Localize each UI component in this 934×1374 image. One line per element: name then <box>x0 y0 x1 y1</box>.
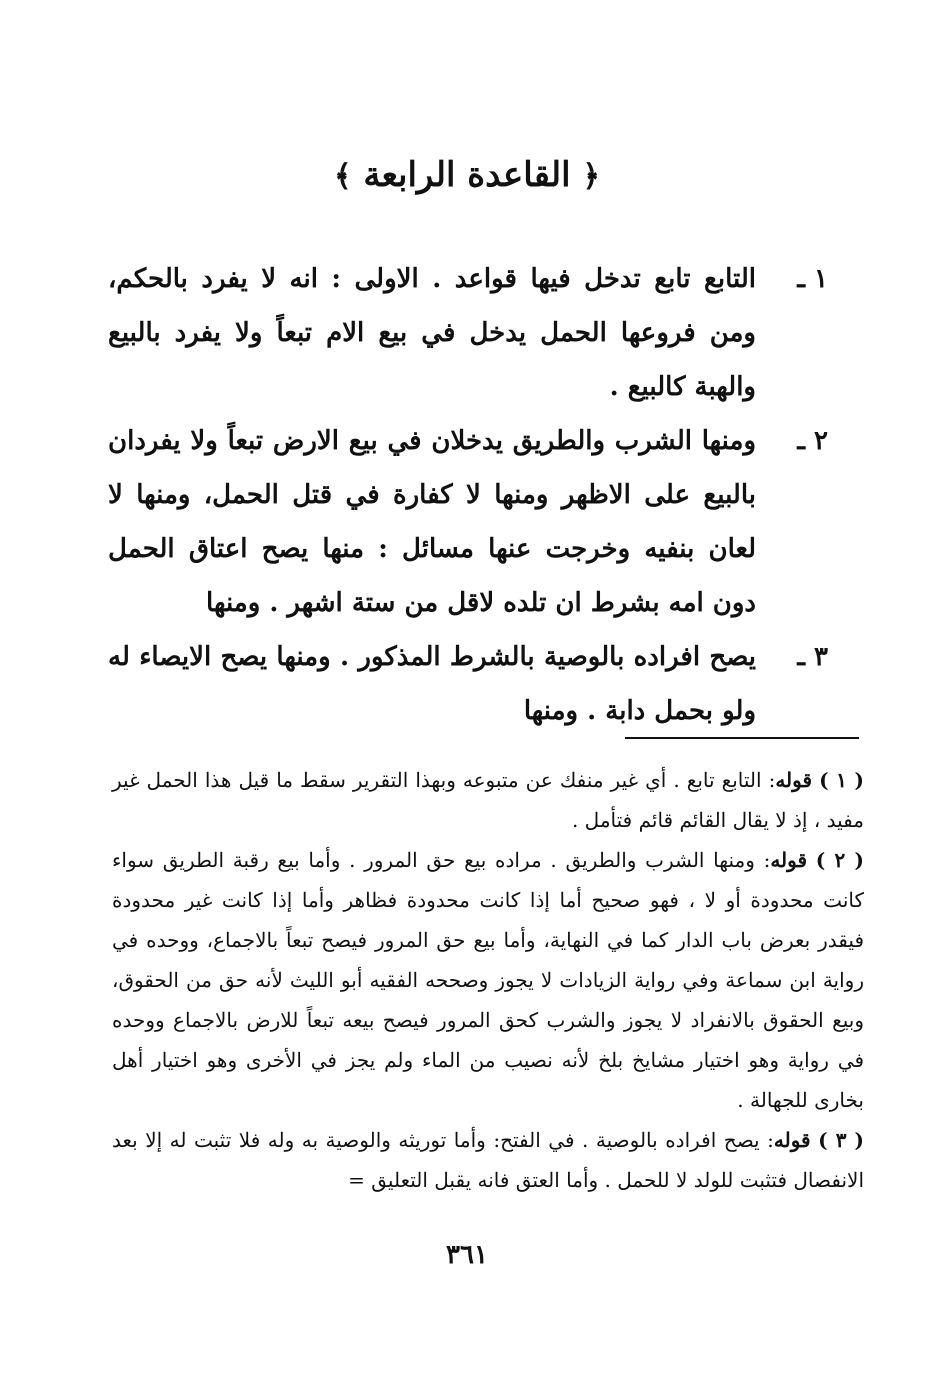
footnote-2 <box>112 840 864 1120</box>
footnote-term: قوله <box>773 1128 811 1152</box>
footnote-label: ( ١ ) <box>819 768 864 792</box>
title-close-ornament: ﴾ <box>333 159 352 194</box>
entry-3 <box>108 630 828 738</box>
entry-1 <box>108 252 828 414</box>
footnote-3 <box>112 1120 864 1200</box>
title-text: القاعدة الرابعة <box>363 155 571 195</box>
entry-text: ومنها الشرب والطريق يدخلان في بيع الارض تبعاً ولا يفردان بالبيع على الاظهر ومنها لا كفارة في قتل الحمل، ومنها لا لعان بنفيه وخرجت عنها مسائل : منها يصح اعتاق الحمل دون امه بشرط ان تلده لاقل من ستة اشهر . ومنها <box>108 426 756 618</box>
entry-2 <box>108 414 828 630</box>
footnote-text: : التابع تابع . أي غير منفك عن متبوعه وبهذا التقرير سقط ما قيل هذا الحمل غير مفيد ، إذ لا يقال القائم قائم فتأمل . <box>112 768 864 832</box>
entry-number: ١ ـ <box>797 264 828 294</box>
entry-number: ٢ ـ <box>797 426 828 456</box>
entry-text: يصح افراده بالوصية بالشرط المذكور . ومنها يصح الايصاء له ولو بحمل دابة . ومنها <box>108 642 756 726</box>
footnote-separator <box>625 737 859 739</box>
footnote-text: : ومنها الشرب والطريق . مراده بيع حق المرور . وأما بيع رقبة الطريق سواء كانت محدودة أو لا ، فهو صحيح أما إذا كانت محدودة فظاهر وأما إذا كانت غير محدودة فيقدر بعرض باب الدار كما في النهاية، وأما بيع حق المرور فيصح تبعاً بالاجماع، ووحده في رواية ابن سماعة وفي رواية الزيادات لا يجوز وصححه الفقيه أبو الليث لأنه حق من الحقوق، وبيع الحقوق بالانفراد لا يجوز والشرب كحق المرور فيصح بيعه تبعاً للارض بالاجماع ووحده في رواية وهو اختيار مشايخ بلخ لأنه نصيب من الماء ولم يجز في الأخرى وهو اختيار أهل بخارى للجهالة . <box>112 848 864 1112</box>
entry-text: التابع تابع تدخل فيها قواعد . الاولى : انه لا يفرد بالحكم، ومن فروعها الحمل يدخل في بيع الام تبعاً ولا يفرد بالبيع والهبة كالبيع . <box>108 264 756 402</box>
footnote-term: قوله <box>775 768 813 792</box>
footnote-label: ( ٣ ) <box>818 1128 865 1152</box>
main-text <box>108 252 828 738</box>
footnote-label: ( ٢ ) <box>815 848 864 872</box>
page-number: ٣٦١ <box>446 1240 488 1270</box>
footnotes <box>112 760 864 1200</box>
footnote-term: قوله <box>770 848 808 872</box>
title-open-ornament: ﴿ <box>582 159 601 194</box>
entry-number: ٣ ـ <box>797 642 828 672</box>
footnote-text: : يصح افراده بالوصية . في الفتح: وأما توريثه والوصية به وله فلا تثبت له إلا بعد الانفصال فتثبت للولد لا للحمل . وأما العتق فانه يقبل التعليق = <box>112 1128 864 1192</box>
section-title <box>0 150 934 202</box>
footnote-1 <box>112 760 864 840</box>
